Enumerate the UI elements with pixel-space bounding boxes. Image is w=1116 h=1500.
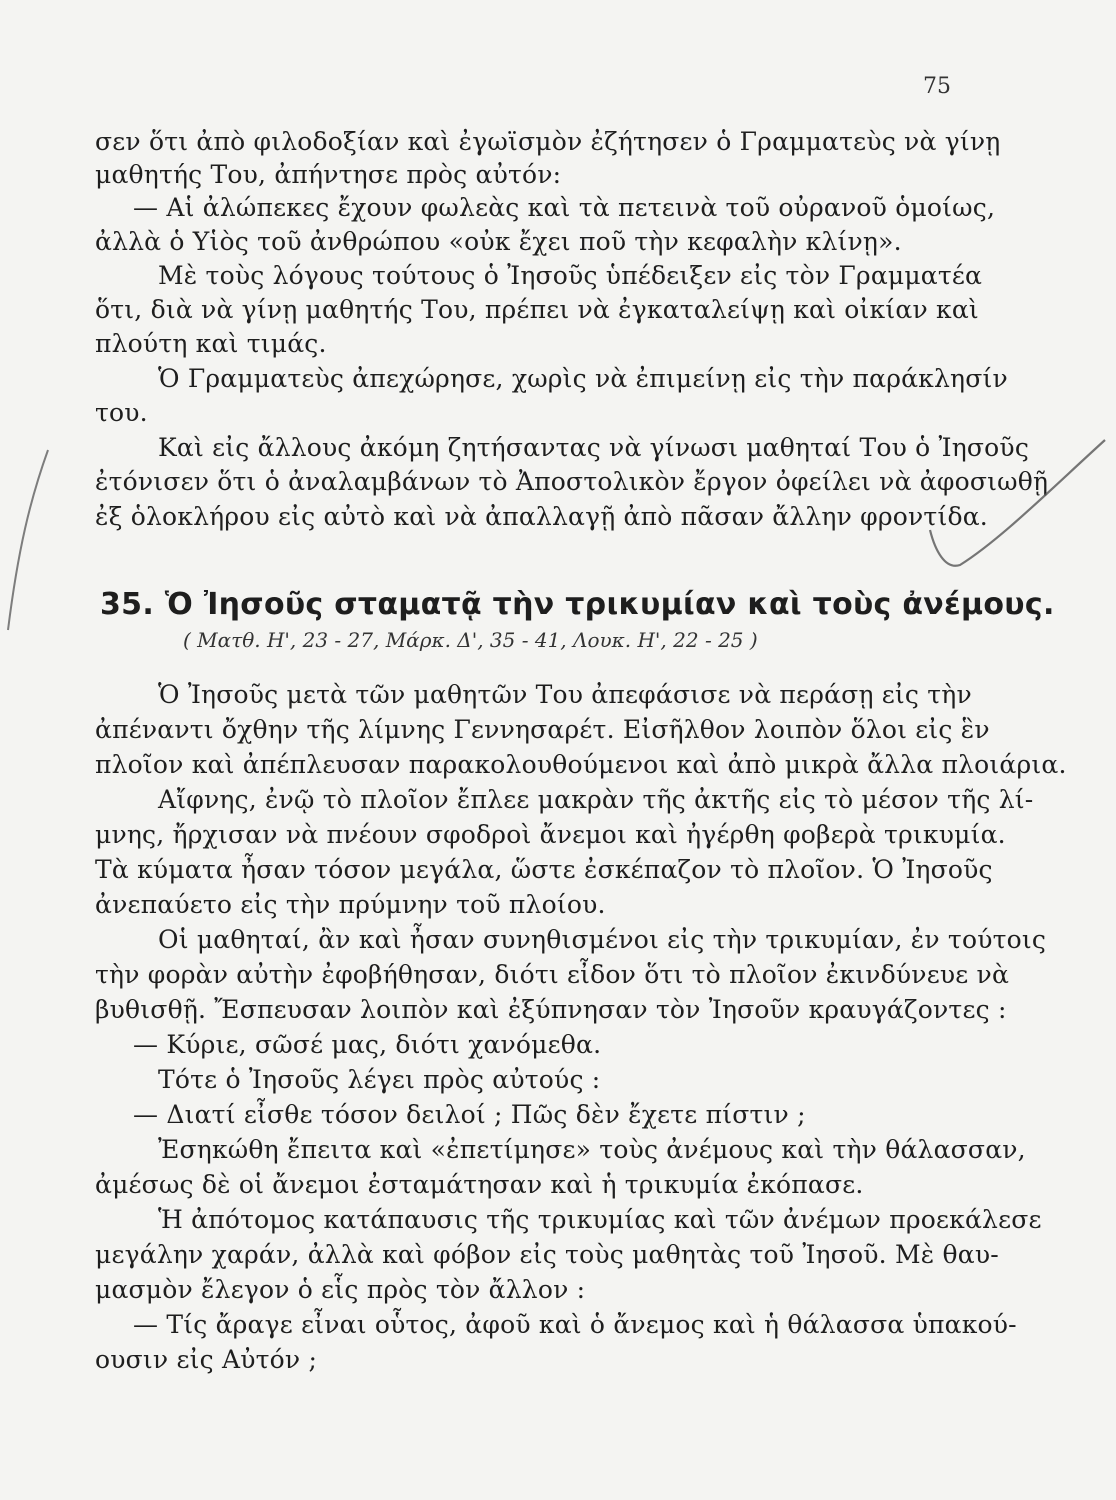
text-line: — Τίς ἄραγε εἶναι οὗτος, ἀφοῦ καὶ ὁ ἄνεμος καὶ ἡ θάλασσα ὑπακού- — [133, 1310, 1017, 1339]
text-line: ἐτόνισεν ὅτι ὁ ἀναλαμβάνων τὸ Ἀποστολικὸν ἔργον ὀφείλει νὰ ἀφοσιωθῇ — [95, 467, 1049, 496]
text-line: Ὁ Ἰησοῦς μετὰ τῶν μαθητῶν Του ἀπεφάσισε νὰ περάσῃ εἰς τὴν — [158, 680, 972, 709]
text-line: Ὁ Γραμματεὺς ἀπεχώρησε, χωρὶς νὰ ἐπιμείνῃ εἰς τὴν παράκλησίν — [158, 364, 1008, 393]
text-line: πλούτη καὶ τιμάς. — [95, 329, 327, 358]
section-heading: 35. Ὁ Ἰησοῦς σταματᾷ τὴν τρικυμίαν καὶ τοὺς ἀνέμους. — [100, 587, 1055, 622]
text-line: ἐξ ὁλοκλήρου εἰς αὐτὸ καὶ νὰ ἀπαλλαγῇ ἀπὸ πᾶσαν ἄλλην φροντίδα. — [95, 502, 988, 531]
text-line: ἀλλὰ ὁ Υἱὸς τοῦ ἀνθρώπου «οὐκ ἔχει ποῦ τὴν κεφαλὴν κλίνῃ». — [95, 227, 902, 256]
text-line: ουσιν εἰς Αὐτόν ; — [95, 1345, 318, 1374]
text-line: ὅτι, διὰ νὰ γίνῃ μαθητής Του, πρέπει νὰ ἐγκαταλείψῃ καὶ οἰκίαν καὶ — [95, 295, 979, 324]
text-line: βυθισθῇ. Ἔσπευσαν λοιπὸν καὶ ἐξύπνησαν τὸν Ἰησοῦν κραυγάζοντες : — [95, 995, 1007, 1024]
text-line: μασμὸν ἔλεγον ὁ εἷς πρὸς τὸν ἄλλον : — [95, 1275, 586, 1304]
text-line: μνης, ἤρχισαν νὰ πνέουν σφοδροὶ ἄνεμοι καὶ ἠγέρθη φοβερὰ τρικυμία. — [95, 820, 1006, 849]
text-line: ἀπέναντι ὄχθην τῆς λίμνης Γεννησαρέτ. Εἰσῆλθον λοιπὸν ὅλοι εἰς ἓν — [95, 715, 990, 744]
text-line: Ἐσηκώθη ἔπειτα καὶ «ἐπετίμησε» τοὺς ἀνέμους καὶ τὴν θάλασσαν, — [158, 1135, 1026, 1164]
text-line: Τὰ κύματα ἦσαν τόσον μεγάλα, ὥστε ἐσκέπαζον τὸ πλοῖον. Ὁ Ἰησοῦς — [95, 855, 993, 884]
page-number: 75 — [923, 74, 951, 99]
text-line: Οἱ μαθηταί, ἂν καὶ ἦσαν συνηθισμένοι εἰς τὴν τρικυμίαν, ἐν τούτοις — [158, 925, 1047, 954]
text-line: σεν ὅτι ἀπὸ φιλοδοξίαν καὶ ἐγωϊσμὸν ἐζήτησεν ὁ Γραμματεὺς νὰ γίνῃ — [95, 127, 1001, 156]
text-line: — Αἱ ἀλώπεκες ἔχουν φωλεὰς καὶ τὰ πετεινὰ τοῦ οὐρανοῦ ὁμοίως, — [133, 193, 996, 222]
text-line: — Κύριε, σῶσέ μας, διότι χανόμεθα. — [133, 1030, 602, 1059]
text-line: ἀμέσως δὲ οἱ ἄνεμοι ἐσταμάτησαν καὶ ἡ τρικυμία ἐκόπασε. — [95, 1170, 864, 1199]
text-line: μαθητής Του, ἀπήντησε πρὸς αὐτόν: — [95, 160, 562, 189]
pencil-mark-left-icon — [0, 440, 60, 640]
text-line: Καὶ εἰς ἄλλους ἀκόμη ζητήσαντας νὰ γίνωσι μαθηταί Του ὁ Ἰησοῦς — [158, 433, 1030, 462]
text-line: Τότε ὁ Ἰησοῦς λέγει πρὸς αὐτούς : — [158, 1065, 601, 1094]
text-line: Ἡ ἀπότομος κατάπαυσις τῆς τρικυμίας καὶ τῶν ἀνέμων προεκάλεσε — [158, 1205, 1042, 1234]
text-line: Αἴφνης, ἐνῷ τὸ πλοῖον ἔπλεε μακρὰν τῆς ἀκτῆς εἰς τὸ μέσον τῆς λί- — [158, 785, 1034, 814]
text-line: πλοῖον καὶ ἀπέπλευσαν παρακολουθούμενοι καὶ ἀπὸ μικρὰ ἄλλα πλοιάρια. — [95, 750, 1067, 779]
text-line: ἀνεπαύετο εἰς τὴν πρύμνην τοῦ πλοίου. — [95, 890, 606, 919]
text-line: Μὲ τοὺς λόγους τούτους ὁ Ἰησοῦς ὑπέδειξεν εἰς τὸν Γραμματέα — [158, 261, 983, 290]
text-line: — Διατί εἶσθε τόσον δειλοί ; Πῶς δὲν ἔχετε πίστιν ; — [133, 1100, 806, 1129]
scripture-references: ( Ματθ. Η', 23 - 27, Μάρκ. Δ', 35 - 41, Λουκ. Η', 22 - 25 ) — [183, 628, 758, 652]
text-line: του. — [95, 398, 148, 427]
text-line: μεγάλην χαράν, ἀλλὰ καὶ φόβον εἰς τοὺς μαθητὰς τοῦ Ἰησοῦ. Μὲ θαυ- — [95, 1240, 999, 1269]
text-line: τὴν φορὰν αὐτὴν ἐφοβήθησαν, διότι εἶδον ὅτι τὸ πλοῖον ἐκινδύνευε νὰ — [95, 960, 1010, 989]
